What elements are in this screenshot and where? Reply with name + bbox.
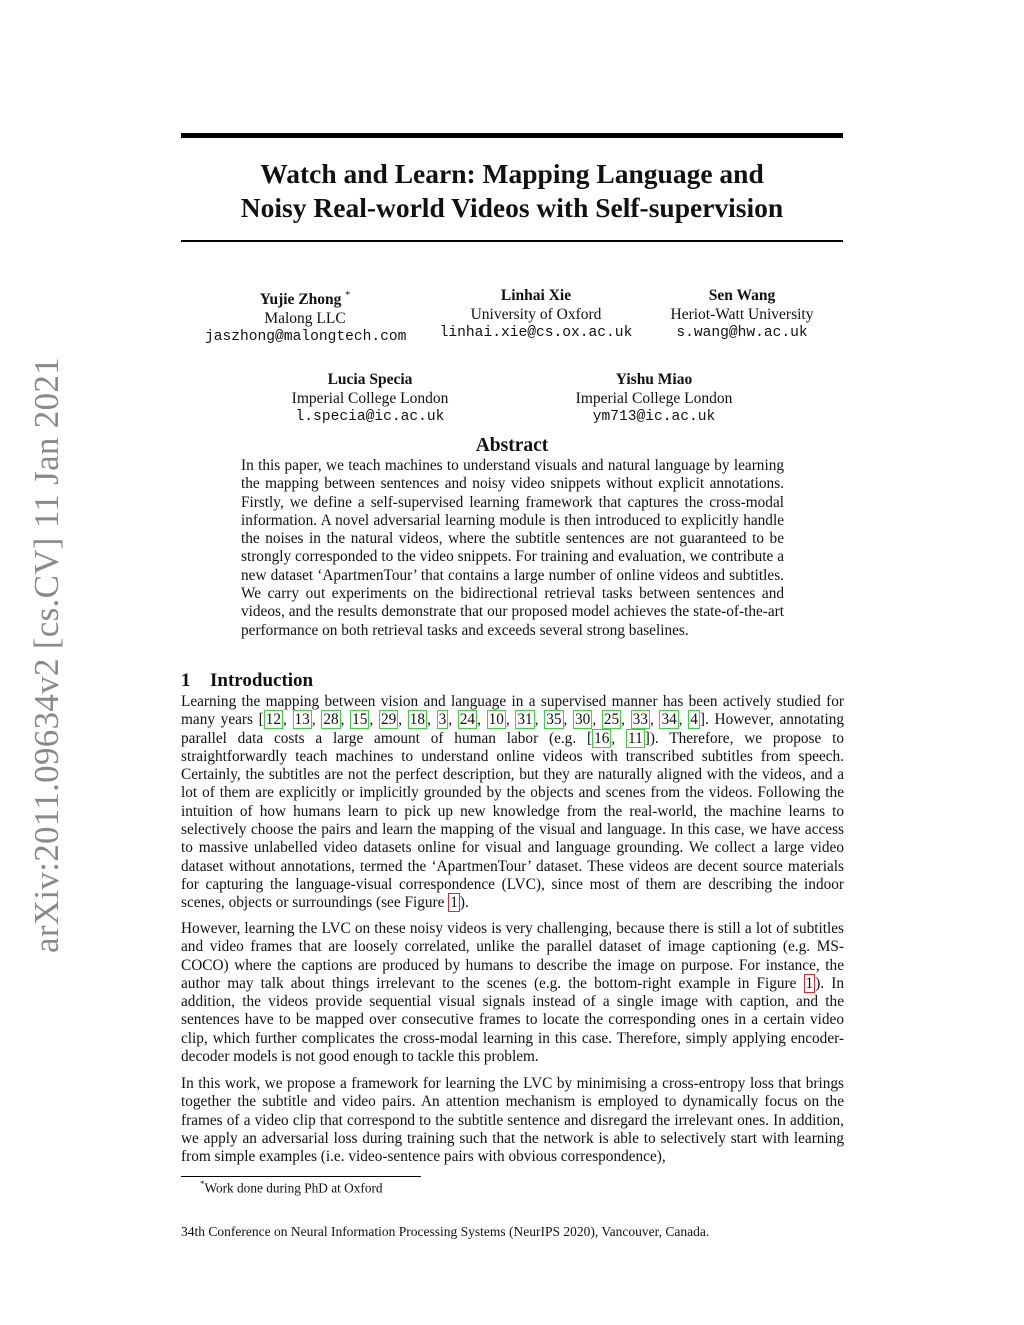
citation-list: 16 , 11 <box>594 729 643 747</box>
title-line-1: Watch and Learn: Mapping Language and <box>260 158 764 189</box>
abstract-heading: Abstract <box>475 435 549 456</box>
author-block <box>564 370 744 427</box>
arxiv-identifier: arXiv:2011.09634v2 [cs.CV] 11 Jan 2021 <box>27 357 66 953</box>
author-footnote-mark: * <box>345 290 351 301</box>
footnote-rule <box>181 1176 421 1177</box>
citation-link[interactable]: 34 <box>661 711 677 729</box>
author-affiliation: University of Oxford <box>470 306 602 323</box>
author-email: s.wang@hw.ac.uk <box>676 325 808 341</box>
title-rule-bottom <box>181 240 843 242</box>
author-block <box>205 286 405 347</box>
citation-link[interactable]: 15 <box>352 711 368 729</box>
title-line-2: Noisy Real-world Videos with Self-supervision <box>240 192 784 223</box>
citation-link[interactable]: 35 <box>546 711 562 729</box>
section-heading <box>181 670 313 692</box>
author-affiliation: Imperial College London <box>575 390 733 407</box>
author-name: Yishu Miao <box>615 371 693 388</box>
citation-link[interactable]: 12 <box>265 711 282 729</box>
footnote <box>200 1179 383 1196</box>
author-name: Linhai Xie <box>500 287 572 304</box>
citation-link[interactable]: 18 <box>409 711 426 729</box>
intro-paragraph-2: However, learning the LVC on these noisy videos is very challenging, because there is still a lot of subtitles and video frames that are loosely correlated, unlike the parallel dataset of image captioning (e.g. MS-COCO) where the captions are produced by humans to describe the image on purpose. For instance, the author may talk about things irrelevant to the scenes (e.g. the bottom-right example in Figure 1 ). In addition, the videos provide sequential visual signals instead of a single image with caption, and the sentences have to be mapped over consecutive frames to locate the corresponding ones in a certain video clip, which further complicates the cross-modal learning in this case. Therefore, simply applying encoder-decoder models is not good enough to tackle this problem. <box>181 920 844 1066</box>
figure-link[interactable]: 1 <box>450 894 458 912</box>
author-block <box>438 286 634 343</box>
conference-note: 34th Conference on Neural Information Processing Systems (NeurIPS 2020), Vancouver, Canada. <box>181 1224 710 1239</box>
citation-link[interactable]: 29 <box>380 711 397 729</box>
intro-paragraph-3: In this work, we propose a framework for learning the LVC by minimising a cross-entropy loss that brings together the subtitle and video pairs. An attention mechanism is employed to dynamically focus on the frames of a video clip that correspond to the subtitle sentence and disregard the irrelevant ones. In addition, we apply an adversarial loss during training such that the network is able to selectively start with learning from simple examples (i.e. video-sentence pairs with obvious correspondence), <box>181 1075 844 1166</box>
citation-link[interactable]: 30 <box>575 711 591 729</box>
citation-link[interactable]: 10 <box>488 711 504 729</box>
citation-link[interactable]: 28 <box>323 711 339 729</box>
author-affiliation: Malong LLC <box>264 310 346 328</box>
citation-link[interactable]: 25 <box>603 711 620 729</box>
author-name: Sen Wang <box>708 287 776 304</box>
citation-link[interactable]: 31 <box>517 711 533 729</box>
section-title: Introduction <box>210 670 314 691</box>
author-email: jaszhong@malongtech.com <box>205 329 407 346</box>
author-email: ym713@ic.ac.uk <box>592 409 716 425</box>
author-email: linhai.xie@cs.ox.ac.uk <box>439 325 633 341</box>
paper-title <box>181 157 843 225</box>
footnote-text: Work done during PhD at Oxford <box>204 1180 383 1196</box>
figure-link[interactable]: 1 <box>805 974 814 992</box>
author-affiliation: Imperial College London <box>291 390 449 407</box>
section-number: 1 <box>181 670 191 691</box>
author-name: Lucia Specia <box>327 371 413 388</box>
author-block <box>272 370 468 427</box>
author-email: l.specia@ic.ac.uk <box>295 409 445 425</box>
citation-list: 12 , 13 , 28 , 15 , 29 , 18 , 3 , 24 , 10 , 31 , 35 , 30 , 25 , 33 , 34 , 4 <box>265 711 698 729</box>
author-affiliation: Heriot-Watt University <box>670 306 814 323</box>
intro-paragraph-1: Learning the mapping between vision and language in a supervised manner has been actively studied for many years [ 12 , 13 , 28 , 15 , 29 , 18 , 3 , 24 , 10 , 31 , 35 , 30 , 25 , 33 , 34 , 4 ]. However, annotating parallel data costs a large amount of human labor (e.g. [ 16 , 11 ]). Therefore, we propose to straightforwardly teach machines to understand online videos with transcribed subtitles from speech. Certainly, the subtitles are not the perfect description, but they are naturally aligned with the videos, and a lot of them are explicitly or implicitly grounded by the objects and scenes from the videos. Following the intuition of how humans learn to pick up new knowledge from the real-world, the machine learns to selectively choose the pairs and learn the mapping of the visual and language. In this case, we have access to massive unlabelled video datasets online for visual and language grounding. We collect a large video dataset without annotations, termed the ‘ApartmenTour’ dataset. These videos are decent source materials for capturing the language-visual correspondence (LVC), since most of them are describing the indoor scenes, objects or surroundings (see Figure 1 ). <box>181 693 845 912</box>
citation-link[interactable]: 4 <box>690 711 698 729</box>
citation-link[interactable]: 13 <box>294 711 310 729</box>
author-name: Yujie Zhong * <box>259 290 351 309</box>
author-block <box>662 286 822 343</box>
citation-link[interactable]: 24 <box>459 711 476 729</box>
citation-link[interactable]: 11 <box>628 729 643 747</box>
citation-link[interactable]: 33 <box>632 711 648 729</box>
citation-link[interactable]: 3 <box>438 711 447 729</box>
abstract-text: In this paper, we teach machines to understand visuals and natural language by learning the mapping between sentences and noisy video snippets without explicit annotations. Firstly, we define a self-supervised learning framework that captures the cross-modal information. A novel adversarial learning module is then introduced to explicitly handle the noises in the natural videos, where the subtitle sentences are not guaranteed to be strongly corresponded to the video snippets. For training and evaluation, we contribute a new dataset ‘ApartmenTour’ that contains a large number of online videos and subtitles. We carry out experiments on the bidirectional retrieval tasks between sentences and videos, and the results demonstrate that our proposed model achieves the state-of-the-art performance on both retrieval tasks and exceeds several strong baselines. <box>241 457 784 639</box>
title-rule-top <box>181 133 843 138</box>
footnote-mark: * <box>200 1179 205 1189</box>
citation-link[interactable]: 16 <box>594 729 610 747</box>
